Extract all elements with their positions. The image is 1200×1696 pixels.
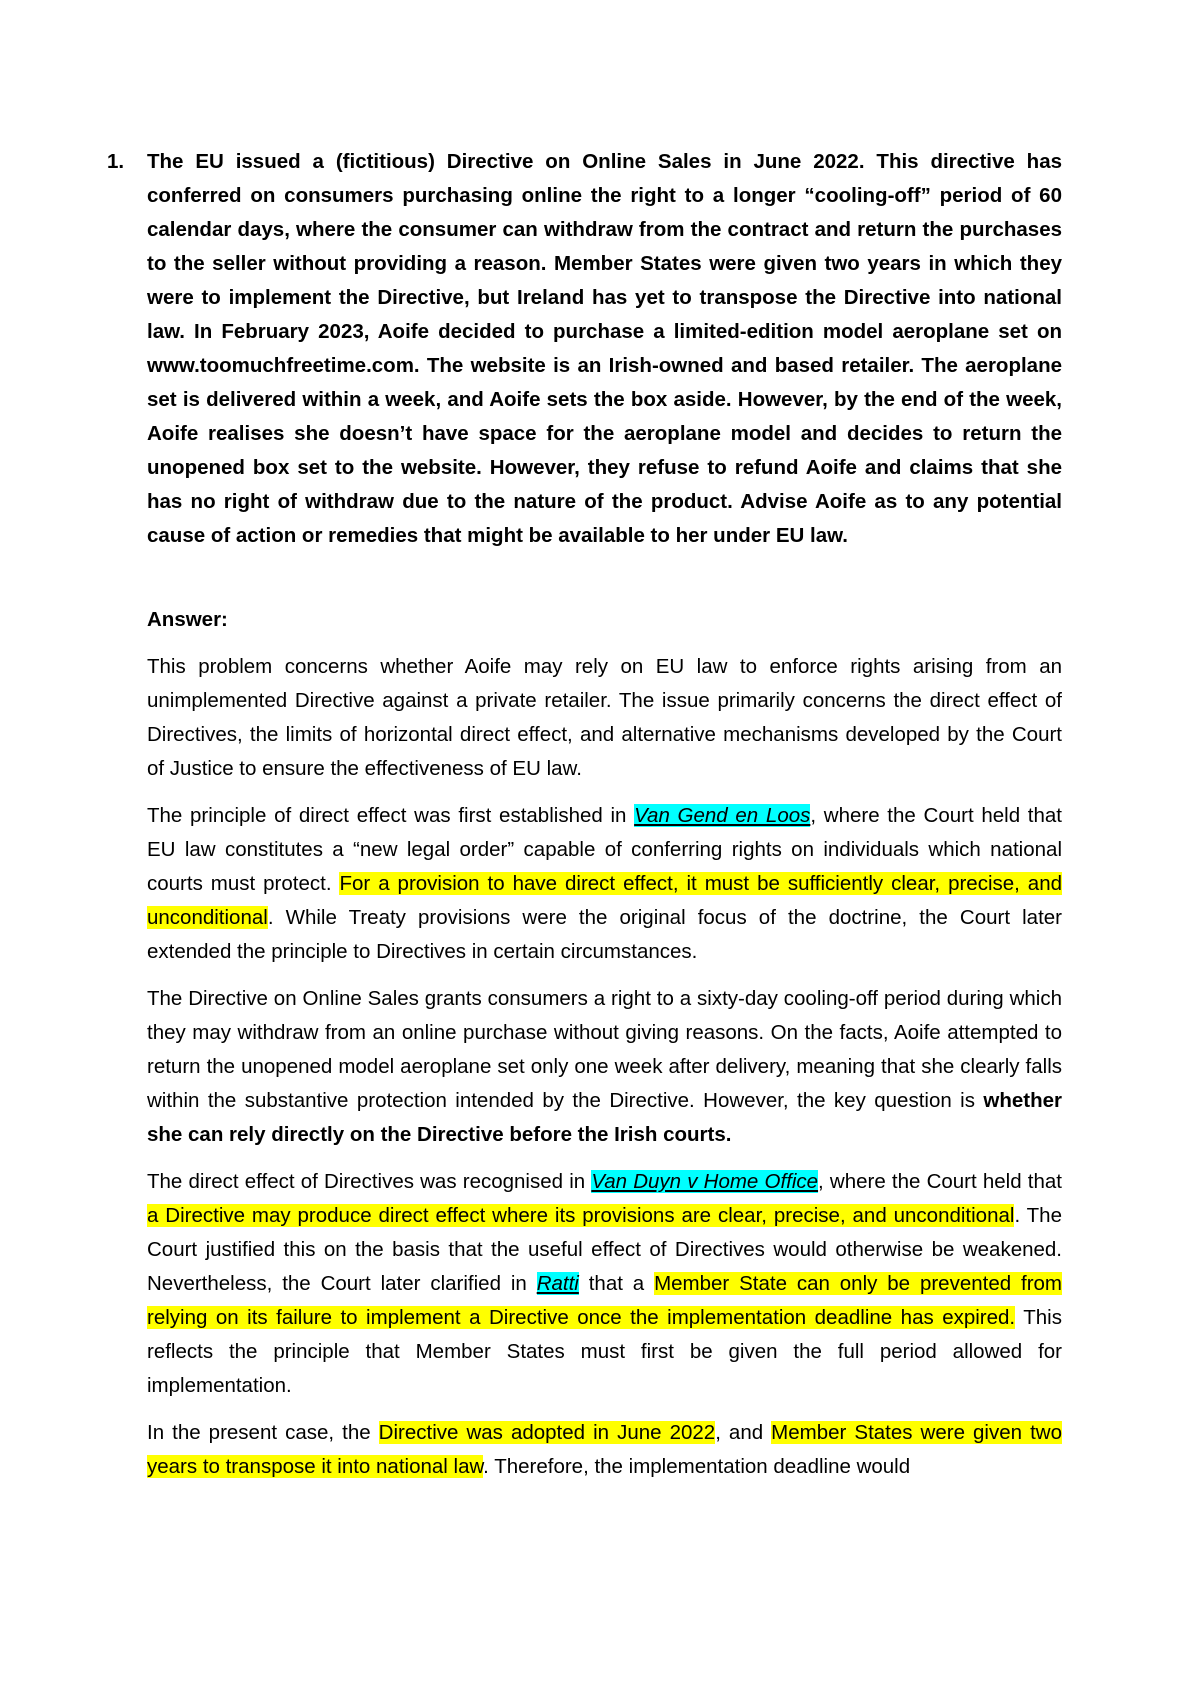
- answer-block: [147, 603, 1062, 1497]
- text-segment: . While Treaty provisions were the original focus of the doctrine, the Court later extended the principle to Directives in certain circumstances.: [147, 906, 1062, 963]
- text-segment: , where the Court held that: [818, 1170, 1062, 1193]
- question-number: 1.: [107, 150, 125, 173]
- answer-paragraph-2: [147, 799, 1062, 969]
- text-segment: In the present case, the: [147, 1421, 379, 1444]
- text-segment: The principle of direct effect was first established in: [147, 804, 635, 827]
- answer-heading: Answer:: [147, 608, 228, 631]
- answer-paragraph-5: [147, 1416, 1062, 1484]
- text-segment: , where the Court held that EU law constitutes a “new legal order” capable of conferring rights on individuals which national courts must protect.: [147, 804, 1062, 895]
- question-block: [107, 145, 1062, 553]
- highlighted-text: a Directive may produce direct effect where its provisions are clear, precise, and unconditional: [147, 1204, 1015, 1227]
- case-citation: Ratti: [536, 1272, 579, 1295]
- text-segment: . The Court justified this on the basis that the useful effect of Directives would otherwise be weakened. Nevertheless, the Court later clarified in: [147, 1204, 1062, 1295]
- text-segment: The Directive on Online Sales grants consumers a right to a sixty-day cooling-off period during which they may withdraw from an online purchase without giving reasons. On the facts, Aoife attempted to return the unopened model aeroplane set only one week after delivery, meaning that she clearly falls within the substantive protection intended by the Directive. However, the key question is: [147, 987, 1062, 1112]
- bold-text: whether she can rely directly on the Directive before the Irish courts.: [147, 1089, 1062, 1146]
- answer-paragraph-4: [147, 1165, 1062, 1403]
- case-citation: Van Duyn v Home Office: [591, 1170, 819, 1193]
- highlighted-text: Member States were given two years to transpose it into national law: [147, 1421, 1062, 1478]
- text-segment: This reflects the principle that Member States must first be given the full period allowed for implementation.: [147, 1306, 1062, 1397]
- highlighted-text: Directive was adopted in June 2022: [378, 1421, 716, 1444]
- answer-paragraph-1: This problem concerns whether Aoife may rely on EU law to enforce rights arising from an unimplemented Directive against a private retailer. The issue primarily concerns the direct effect of Directives, the limits of horizontal direct effect, and alternative mechanisms developed by the Court of Justice to ensure the effectiveness of EU law.: [147, 655, 1062, 780]
- text-segment: , and: [715, 1421, 772, 1444]
- text-segment: The direct effect of Directives was recognised in: [147, 1170, 592, 1193]
- highlighted-text: For a provision to have direct effect, it must be sufficiently clear, precise, and unconditional: [147, 872, 1063, 929]
- answer-paragraph-3: [147, 982, 1062, 1152]
- text-segment: that a: [578, 1272, 655, 1295]
- question-text: The EU issued a (fictitious) Directive on Online Sales in June 2022. This directive has conferred on consumers purchasing online the right to a longer “cooling-off” period of 60 calendar days, where the consumer can withdraw from the contract and return the purchases to the seller without providing a reason. Member States were given two years in which they were to implement the Directive, but Ireland has yet to transpose the Directive into national law. In February 2023, Aoife decided to purchase a limited-edition model aeroplane set on www.toomuchfreetime.com. The website is an Irish-owned and based retailer. The aeroplane set is delivered within a week, and Aoife sets the box aside. However, by the end of the week, Aoife realises she doesn’t have space for the aeroplane model and decides to return the unopened box set to the website. However, they refuse to refund Aoife and claims that she has no right of withdraw due to the nature of the product. Advise Aoife as to any potential cause of action or remedies that might be available to her under EU law.: [147, 150, 1062, 547]
- case-citation: Van Gend en Loos: [634, 804, 811, 827]
- text-segment: . Therefore, the implementation deadline would: [483, 1455, 911, 1478]
- highlighted-text: Member State can only be prevented from relying on its failure to implement a Directive once the implementation deadline has expired.: [147, 1272, 1062, 1329]
